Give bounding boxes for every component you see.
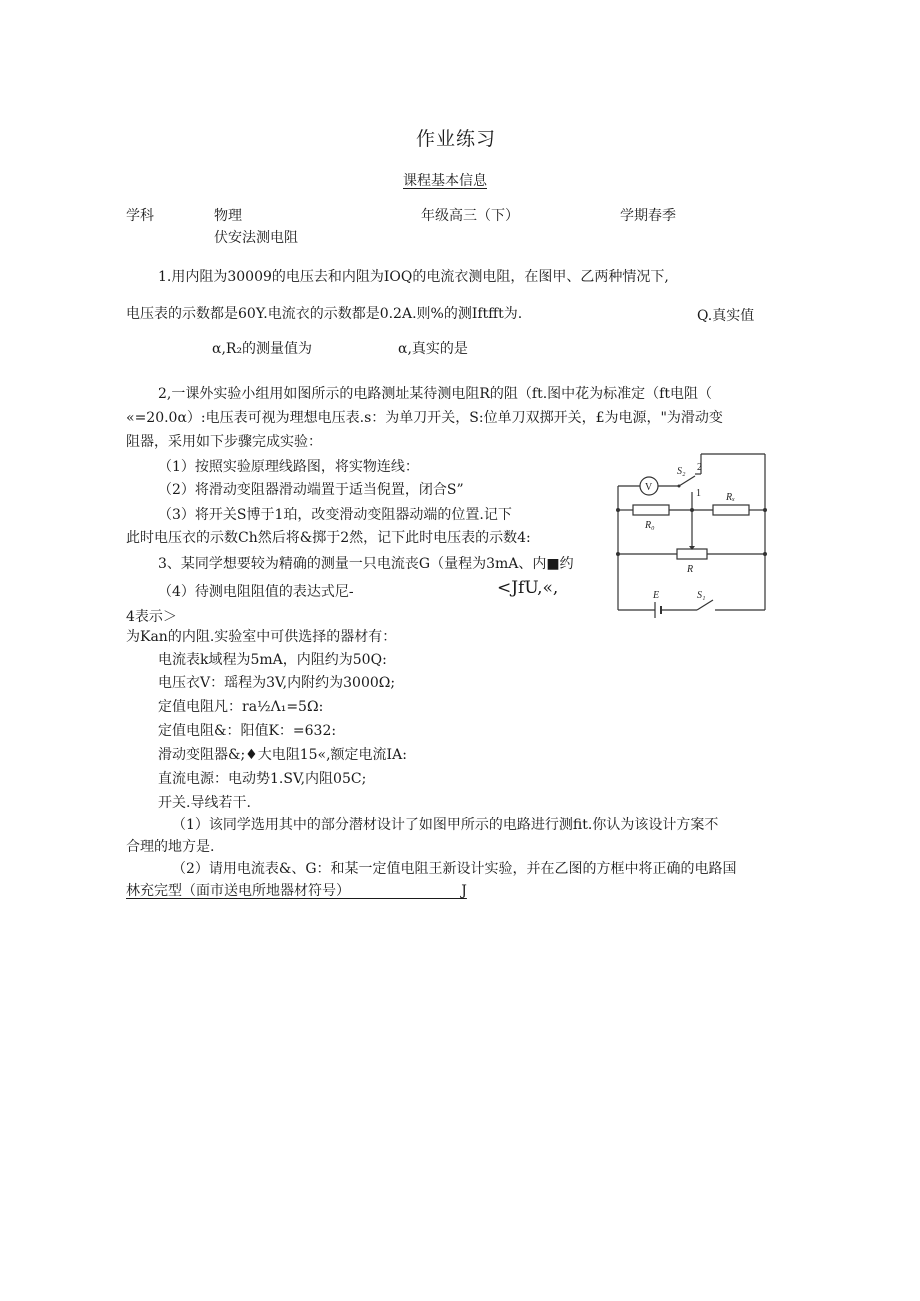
q1-line2-right: Q.真实值 xyxy=(697,308,755,324)
subject-label: 学科 xyxy=(126,208,154,224)
q2-step4: （4）待测电阻阻值的表达式尼- xyxy=(158,584,354,600)
r0-label: R₀ xyxy=(645,520,655,531)
rheostat-label: R xyxy=(687,564,694,575)
q2-line3: 阻器，采用如下步骤完成实验： xyxy=(126,434,322,450)
q2-step2: （2）将滑动变阻器滑动端置于适当倪置，闭合S” xyxy=(158,482,464,498)
subject-value: 物理 xyxy=(214,208,242,224)
q2-step3b: 此时电压衣的示数Ch然后将&掷于2然，记下此时电压表的示数4: xyxy=(126,530,531,546)
term-field: 学期春季 xyxy=(620,208,676,224)
junction-dot xyxy=(690,508,694,512)
q2-step4-right: <JfU,«, xyxy=(497,578,559,598)
q1-line3b: α,真实的是 xyxy=(398,341,468,357)
q2-line1: 2,一课外实验小组用如图所示的电路测址某待测电阻R的阻（ft.图中花为标准定（ft电阻（ xyxy=(158,386,712,402)
q3-sub2a: （2）请用电流表&、G：和某一定值电阻王新设计实验，并在乙图的方框中将正确的电路国 xyxy=(172,861,737,877)
switch2-label: S₂ xyxy=(677,466,686,477)
switch-s2-blade xyxy=(679,476,695,486)
switch2-pos2-label: 2 xyxy=(697,462,702,473)
battery-label: E xyxy=(653,590,660,601)
circuit-diagram xyxy=(605,448,775,618)
voltmeter-label: V xyxy=(645,482,653,493)
junction-dot xyxy=(763,508,767,512)
switch2-pos1-label: 1 xyxy=(696,488,701,499)
topic-field: 伏安法测电阻 xyxy=(214,230,298,246)
q3-item-5: 滑动变阻器&;♦大电阻15«,额定电流IA: xyxy=(158,747,407,763)
q3-sub1a: （1）该同学选用其中的部分潜材设计了如图甲所示的电路进行测fit.你认为该设计方案不 xyxy=(172,817,719,833)
q2-step1: （1）按照实验原理线路图，将实物连线： xyxy=(158,459,419,475)
resistor-r0 xyxy=(633,505,669,515)
q1-line1: 1.用内阻为30009的电压去和内阻为IOQ的电流衣测电阻，在图甲、乙两种情况下, xyxy=(158,269,669,285)
section-subtitle: 课程基本信息 xyxy=(403,173,487,189)
q3-item-4: 定值电阻&：阳值K：=632: xyxy=(158,723,337,739)
junction-dot xyxy=(763,552,767,556)
q3-item-2: 电压衣V：瑶程为3V,内附约为3000Ω; xyxy=(158,675,396,691)
q3-item-6: 直流电源：电动势1.SV,内阻05C; xyxy=(158,771,367,787)
q3-sub1b: 合理的地方是. xyxy=(126,839,215,855)
q3-line1: 为Kan的内阻.实验室中可供选择的器材有： xyxy=(126,629,397,645)
junction-dot xyxy=(678,485,681,488)
q2-line2: «=20.0α）:电压表可视为理想电压表.s：为单刀开关，S:位单刀双掷开关，£为电源，"为滑动变 xyxy=(126,410,723,426)
rheostat xyxy=(677,549,707,559)
resistor-rx xyxy=(713,505,749,515)
switch-s1-blade xyxy=(697,600,713,610)
rx-label: Rₓ xyxy=(726,492,735,503)
page-title: 作业练习 xyxy=(416,128,497,150)
q1-line3a: α,R₂的测量值为 xyxy=(212,341,313,357)
q3-item-3: 定值电阻凡：ra½Λ₁=5Ω: xyxy=(158,699,324,715)
grade-field: 年级高三（下） xyxy=(421,208,519,224)
q1-line2: 电压表的示数都是60Y.电流衣的示数都是0.2A.则%的测Iftfft为. xyxy=(126,306,523,322)
junction-dot xyxy=(616,552,620,556)
q3-item-7: 开关.导线若干. xyxy=(158,795,251,811)
q2-step4b: 4表示＞ xyxy=(126,609,177,625)
q2-step3: （3）将开关S博于1珀，改变滑动变阻器动端的位置.记下 xyxy=(158,507,512,523)
q3-item-1: 电流表k域程为5mA，内阻约为50Q: xyxy=(158,652,387,668)
q3-intro: 3、某同学想要较为精确的测量一只电流丧G（量程为3mA、内■约 xyxy=(158,556,574,572)
junction-dot xyxy=(616,508,620,512)
switch1-label: S₁ xyxy=(697,590,706,601)
q3-sub2b: 林充完型（面市送电所地器材符号） J xyxy=(126,883,467,899)
